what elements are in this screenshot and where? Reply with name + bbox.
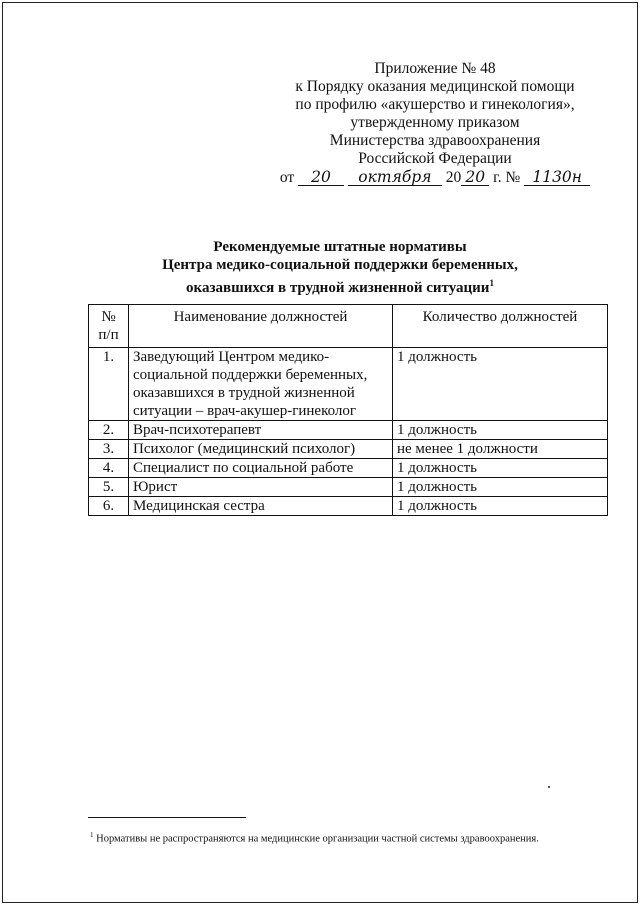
header-count: Количество должностей bbox=[393, 305, 608, 348]
date-prefix: от bbox=[279, 169, 295, 186]
header-name: Наименование должностей bbox=[129, 305, 393, 348]
row-position: Психолог (медицинский психолог) bbox=[129, 440, 393, 459]
document-title bbox=[90, 238, 590, 297]
row-num: 1. bbox=[89, 348, 129, 421]
appendix-line-1: Приложение № 48 bbox=[374, 60, 496, 77]
row-count: 1 должность bbox=[393, 497, 608, 516]
appendix-line-4: утвержденному приказом bbox=[350, 114, 520, 131]
appendix-line-5: Министерства здравоохранения bbox=[329, 132, 541, 149]
appendix-line-3: по профилю «акушерство и гинекология», bbox=[295, 96, 575, 113]
row-num: 4. bbox=[89, 459, 129, 478]
date-day-handwritten: 20 bbox=[298, 169, 344, 186]
number-label: г. № bbox=[493, 169, 521, 186]
row-count: 1 должность bbox=[393, 421, 608, 440]
footnote bbox=[90, 829, 610, 846]
scan-speck bbox=[548, 786, 550, 788]
title-line-3-wrapper bbox=[90, 274, 590, 297]
title-line-3: оказавшихся в трудной жизненной ситуации bbox=[186, 280, 490, 296]
header-num: № п/п bbox=[89, 305, 129, 348]
row-position: Юрист bbox=[129, 478, 393, 497]
row-count: не менее 1 должности bbox=[393, 440, 608, 459]
date-month-handwritten: октября bbox=[348, 169, 442, 186]
row-position: Медицинская сестра bbox=[129, 497, 393, 516]
row-position: Заведующий Центром медико-социальной поддержки беременных, оказавшихся в трудной жизненной ситуации – врач-акушер-гинеколог bbox=[129, 348, 393, 421]
staff-table bbox=[88, 304, 608, 516]
footnote-text: Нормативы не распространяются на медицинские организации частной системы здравоохранения. bbox=[96, 833, 539, 845]
title-footnote-mark: 1 bbox=[489, 278, 494, 288]
row-num: 6. bbox=[89, 497, 129, 516]
footnote-mark: 1 bbox=[90, 831, 94, 839]
table-row bbox=[89, 459, 608, 478]
year-suffix-handwritten: 20 bbox=[461, 169, 489, 186]
appendix-line-2: к Порядку оказания медицинской помощи bbox=[295, 78, 575, 95]
row-position: Специалист по социальной работе bbox=[129, 459, 393, 478]
row-count: 1 должность bbox=[393, 348, 608, 421]
table-row bbox=[89, 421, 608, 440]
appendix-line-6: Российской Федерации bbox=[358, 150, 512, 167]
row-count: 1 должность bbox=[393, 478, 608, 497]
order-date-line bbox=[270, 169, 600, 187]
footnote-divider bbox=[88, 817, 246, 818]
row-num: 2. bbox=[89, 421, 129, 440]
order-number-handwritten: 1130н bbox=[524, 169, 590, 186]
title-line-1: Рекомендуемые штатные нормативы bbox=[213, 239, 467, 255]
row-position: Врач-психотерапевт bbox=[129, 421, 393, 440]
year-prefix: 20 bbox=[445, 169, 462, 186]
row-count: 1 должность bbox=[393, 459, 608, 478]
table-row bbox=[89, 348, 608, 421]
row-num: 5. bbox=[89, 478, 129, 497]
appendix-header bbox=[270, 60, 600, 187]
table-row bbox=[89, 440, 608, 459]
title-line-2: Центра медико-социальной поддержки беременных, bbox=[162, 257, 518, 273]
table-row bbox=[89, 497, 608, 516]
table-header-row bbox=[89, 305, 608, 348]
row-num: 3. bbox=[89, 440, 129, 459]
table-row bbox=[89, 478, 608, 497]
